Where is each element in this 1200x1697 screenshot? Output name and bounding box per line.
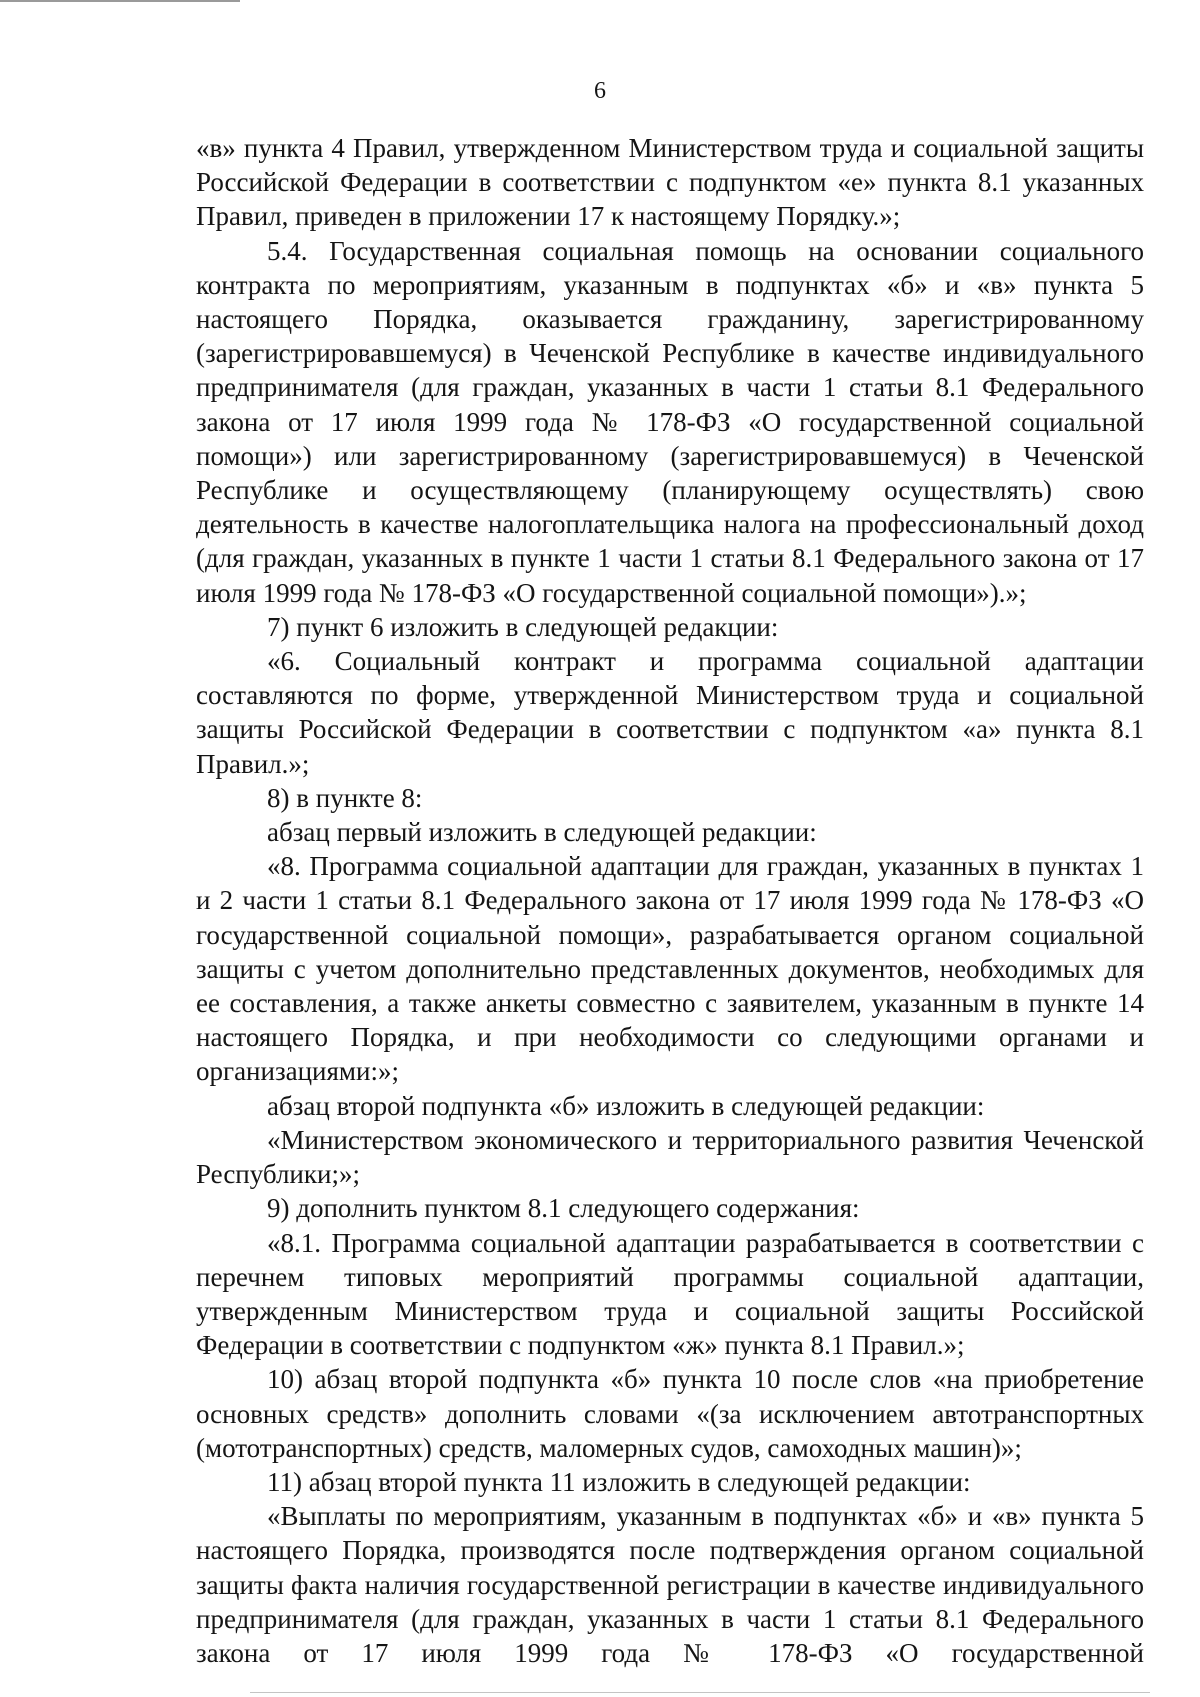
paragraph: «8. Программа социальной адаптации для граждан, указанных в пунктах 1 и 2 части 1 статьи 8.1 Федерального закона от 17 июля 1999 года № 178-ФЗ «О государственной социальной помощи», разрабатывается органом социальной защиты с учетом дополнительно представленных документов, необходимых для ее составления, а также анкеты совместно с заявителем, указанным в пункте 14 настоящего Порядка, и при необходимости со следующими органами и организациями:»;: [196, 851, 1144, 1087]
paragraph: «Министерством экономического и территориального развития Чеченской Республики;»;: [196, 1124, 1144, 1190]
paragraph: 7) пункт 6 изложить в следующей редакции:: [267, 611, 779, 642]
paragraph: 5.4. Государственная социальная помощь на основании социального контракта по мероприятиям, указанным в подпунктах «б» и «в» пункта 5 настоящего Порядка, оказывается гражданину, зарегистрированному (зарегистрировавшемуся) в Чеченской Республике в качестве индивидуального предпринимателя (для граждан, указанных в части 1 статьи 8.1 Федерального закона от 17 июля 1999 года № 178-ФЗ «О государственной социальной помощи») или зарегистрированному (зарегистрировавшемуся) в Чеченской Республике и осуществляющему (планирующему осуществлять) свою деятельность в качестве налогоплательщика налога на профессиональный доход (для граждан, указанных в пункте 1 части 1 статьи 8.1 Федерального закона от 17 июля 1999 года № 178-ФЗ «О государственной социальной помощи»).»;: [196, 235, 1144, 608]
paragraph: 8) в пункте 8:: [267, 782, 423, 813]
paragraph: «8.1. Программа социальной адаптации разрабатывается в соответствии с перечнем типовых мероприятий программы социальной адаптации, утвержденным Министерством труда и социальной защиты Российской Федерации в соответствии с подпунктом «ж» пункта 8.1 Правил.»;: [196, 1227, 1144, 1361]
document-body: [196, 131, 1144, 1670]
paragraph: 9) дополнить пунктом 8.1 следующего содержания:: [267, 1193, 860, 1224]
paragraph-continued: «Выплаты по мероприятиям, указанным в подпунктах «б» и «в» пункта 5 настоящего Порядка, производятся после подтверждения органом социальной защиты факта наличия государственной регистрации в качестве индивидуального предпринимателя (для граждан, указанных в части 1 статьи 8.1 Федерального закона от 17 июля 1999 года № 178-ФЗ «О государственной: [196, 1501, 1144, 1668]
scan-edge-bottom: [250, 1692, 1150, 1693]
paragraph: «в» пункта 4 Правил, утвержденном Министерством труда и социальной защиты Российской Федерации в соответствии с подпунктом «е» пункта 8.1 указанных Правил, приведен в приложении 17 к настоящему Порядку.»;: [196, 133, 1144, 232]
paragraph: 11) абзац второй пункта 11 изложить в следующей редакции:: [267, 1466, 971, 1497]
paragraph: 10) абзац второй подпункта «б» пункта 10 после слов «на приобретение основных средств» дополнить словами «(за исключением автотранспортных (мототранспортных) средств, маломерных судов, самоходных машин)»;: [196, 1364, 1144, 1463]
scan-edge-top: [0, 0, 240, 2]
paragraph: «6. Социальный контракт и программа социальной адаптации составляются по форме, утвержденной Министерством труда и социальной защиты Российской Федерации в соответствии с подпунктом «а» пункта 8.1 Правил.»;: [196, 646, 1144, 779]
paragraph: абзац первый изложить в следующей редакции:: [267, 817, 817, 848]
page-number: 6: [594, 78, 606, 104]
paragraph: абзац второй подпункта «б» изложить в следующей редакции:: [267, 1090, 985, 1121]
